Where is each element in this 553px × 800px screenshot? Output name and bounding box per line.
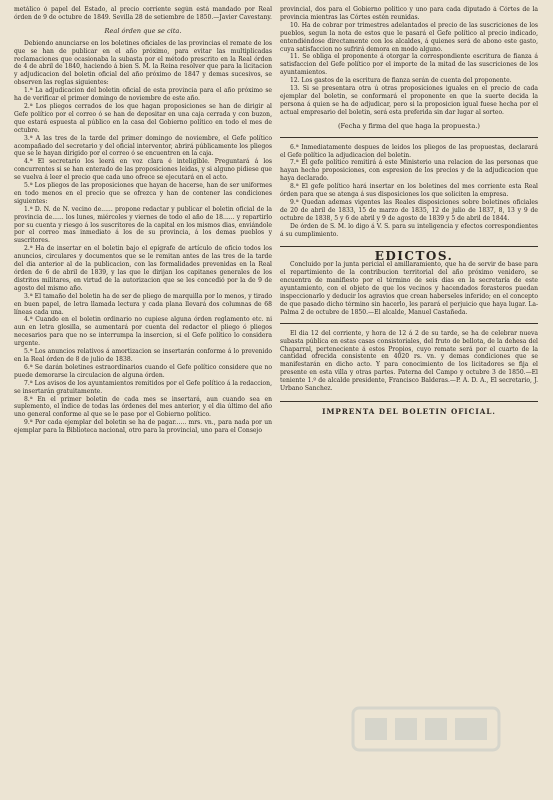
divider	[280, 137, 538, 138]
body-paragraph: 5.ª Los pliegos de las proposiciones que hayan de hacerse, han de ser uniformes en todo menos en el precio que se ofrezca y han de contener las condiciones siguientes:	[14, 182, 272, 205]
printer-imprint: IMPRENTA DEL BOLETIN OFICIAL.	[322, 406, 496, 416]
body-paragraph: 13. Si se presentara otra ú otras proposiciones iguales en el precio de cada ejemplar del boletin, se conformará el proponente en que la suerte decida la persona á quien se ha de adjudicar, pero si la proposicion igual fuese hecha por el actual empresario del boletin, será esta preferida sin dar lugar al sorteo.	[280, 85, 538, 116]
body-paragraph: provincial, dos para el Gobierno político y uno para cada diputado á Córtes de la provincia mientras las Córtes estén reunidas.	[280, 6, 538, 21]
divider	[280, 323, 538, 324]
footer-divider	[280, 401, 538, 402]
body-paragraph: 8.ª En el primer boletin de cada mes se insertará, aun cuando sea en suplemento, el índice de todas las órdenes del mes anterior, y el dia último del año uno general conforme al que se le pase por el Gobierno político.	[14, 395, 272, 419]
body-paragraph: 12. Los gastos de la escritura de fianza serán de cuenta del proponente.	[290, 77, 512, 85]
body-paragraph: 6.ª Inmediatamente despues de leidos los pliegos de las propuestas, declarará el Gefe político la adjudicacion del boletin.	[280, 143, 538, 159]
body-paragraph: 11. Se obliga el proponente á otorgar la correspondiente escritura de fianza á satisfaccion del Gefe político por el importe de la mitad de las suscriciones de los ayuntamientos.	[280, 53, 538, 77]
body-paragraph: 6.ª Se darán boletines estraordinarios cuando el Gefe político considere que no puede demorarse la circulacion de alguna órden.	[14, 363, 272, 379]
left-column	[14, 6, 272, 800]
edict-paragraph: Concluido por la junta pericial el amillaramiento, que ha de servir de base para el repartimiento de la contribucion territorial del año próximo venidero, se encuentra de manifiesto por el término de seis dias en la secretaría de este ayuntamiento, con el objeto de que los vecinos y hacendados forasteros puedan inspeccionarlo y deducir los agravios que crean haberseles inferido; en el concepto de que pasado dicho término sin hacerlo, les parará el perjuicio que haya lugar. La-Palma 2 de octubre de 1850.—El alcalde, Manuel Castañeda.	[280, 261, 538, 316]
body-paragraph: 5.ª Los anuncios relativos á amortizacion se insertarán conforme á lo prevenido en la Real órden de 8 de julio de 1838.	[14, 348, 272, 363]
body-paragraph: Debiendo anunciarse en los boletines oficiales de las provincias el remate de los que se han de publicar en el año próximo, para evitar las multiplicadas reclamaciones que ocasionaba la subasta por el método prescrito en la Real órden de 4 de abril de 1840, haciendo á bien S. M. la Reina resolver que para la licitacion y adjudicacion del boletin oficial del año próximo de 1847 y demas sucesivos, se observen las reglas siguientes:	[14, 39, 272, 87]
intro-paragraph: metálico ó papel del Estado, al precio corriente según está mandado por Real órden de 9 de octubre de 1849. Sevilla 28 de setiembre de 1850.—Javier Cavestany.	[14, 6, 272, 21]
body-paragraph: 7.ª Los avisos de los ayuntamientos remitidos por el Gefe político á la redaccion, se insertarán gratuitamente.	[14, 379, 272, 395]
body-paragraph: 4.ª El secretario los leerá en voz clara é inteligible. Preguntará á los concurrentes si se han enterado de las proposiciones leidas, y si alguno pidiese que se vuelva á leer el precio que cada uno ofrece se ejecutará en el acto.	[14, 158, 272, 182]
body-paragraph: 2.ª Ha de insertar en el boletin bajo el epígrafe de artículo de oficio todos los anuncios, circulares y documentos que se le remitan antes de las tres de la tarde del dia anterior al de la publicacion, con las formalidades prevenidas en la Real órden de 6 de abril de 1839, y las que le dirijan los capitanes generales de los distritos militares, en virtud de la autorizacion que se les concedió por la de 9 de agosto del mismo año.	[14, 245, 272, 292]
body-paragraph: 9.ª Quedan ademas vigentes las Reales disposiciones sobre boletines oficiales de 20 de abril de 1833, 15 de marzo de 1835, 12 de julio de 1837, 8, 13 y 9 de octubre de 1838, 5 y 6 de abril y 9 de agosto de 1839 y 5 de abril de 1844.	[280, 198, 538, 222]
body-paragraph: 8.ª El gefe político hará insertar en los boletines del mes corriente esta Real órden para que se atenga á sus disposiciones los que soliciten la empresa.	[280, 183, 538, 199]
body-paragraph: 10. Ha de cobrar por trimestres adelantados el precio de las suscriciones de los pueblos, segun la nota de estos que le pasará el Gefe político al precio indicado, entendiéndose directamente con los alcaldes, á quienes será de abono este gasto, cuya satisfaccion no sufrirá demora en modo alguno.	[280, 21, 538, 53]
signature-note: (Fecha y firma del que haga la propuesta.)	[337, 121, 480, 130]
body-paragraph: 4.ª Cuando en el boletin ordinario no cupiese alguna órden reglamento etc. ni aun en letra glosilla, se aumentará por cuenta del redactor el pliego ó pliegos necesarios para que no se interrumpa la insercion, si el Gefe político lo considera urgente.	[14, 316, 272, 348]
section-title: Real órden que se cita.	[104, 26, 182, 35]
body-paragraph: 1.ª D. N. de N. vecino de...... propone redactar y publicar el boletin oficial de la provincia de...... los lunes, miércoles y viernes de todo el año de 18...... y repartirlo por su cuenta y riesgo á los suscritores de la capital en los mismos dias, enviándole por el correo mas inmediato á los de su provincia, á los demas pueblos y suscritores.	[14, 205, 272, 245]
body-paragraph: 7.ª El gefe político remitirá á este Ministerio una relacion de las personas que hayan hecho proposiciones, con espresion de los precios y de la adjudicacion que haya declarado.	[280, 159, 538, 183]
edictos-heading: EDICTOS.	[374, 249, 454, 264]
right-column	[280, 6, 538, 800]
body-paragraph: 1.ª La adjudicacion del boletin oficial de esta provincia para el año próximo se ha de verificar el primer domingo de noviembre de este año.	[14, 87, 272, 103]
body-paragraph: 3.ª El tamaño del boletin ha de ser de pliego de marquilla por lo menos, y tirado en buen papel, de letra llamada lectura y cada plana llevará dos columnas de 68 líneas cada una.	[14, 292, 272, 316]
section-divider	[280, 246, 538, 247]
body-paragraph: 2.ª Los pliegos cerrados de los que hagan proposiciones se han de dirigir al Gefe político por el correo ó se han de depositar en una caja cerrada y con buzon, que estará espuesta al público en la casa del Gobierno político en todo el mes de octubre.	[14, 102, 272, 134]
edict-paragraph: El dia 12 del corriente, y hora de 12 á 2 de su tarde, se ha de celebrar nueva subasta pública en estas casas consistoriales, del fruto de bellota, de la dehesa del Chaparral, perteneciente á estos Propios, cuyo remate será por el cuarto de la cantidad ofrecida consistente en 4020 rs. vn. y demas condiciones que se manifestarán en dicho acto. Y para conocimiento de los licitadores se fija el presente en esta villa y otras partes. Paterna del Campo y octubre 3 de 1850.—El teniente 1.º de alcalde presidente, Francisco Balderas.—P. A. D. A., El secretario, J. Urbano Sanchez.	[280, 329, 538, 393]
body-paragraph: 3.ª A las tres de la tarde del primer domingo de noviembre, el Gefe político acompañado del secretario y del oficial interventor, abrirá públicamente los pliegos que se le hayan dirigido por el correo ó se encuentren en la caja.	[14, 134, 272, 158]
body-paragraph: 9.ª Por cada ejemplar del boletin se ha de pagar...... mrs. vn., para nada por un ejemplar para la Biblioteca nacional, otro para la provincial, uno para el Consejo	[14, 419, 272, 435]
body-paragraph: De órden de S. M. lo digo á V. S. para su inteligencia y efectos correspondientes á su cumplimiento.	[280, 222, 538, 238]
